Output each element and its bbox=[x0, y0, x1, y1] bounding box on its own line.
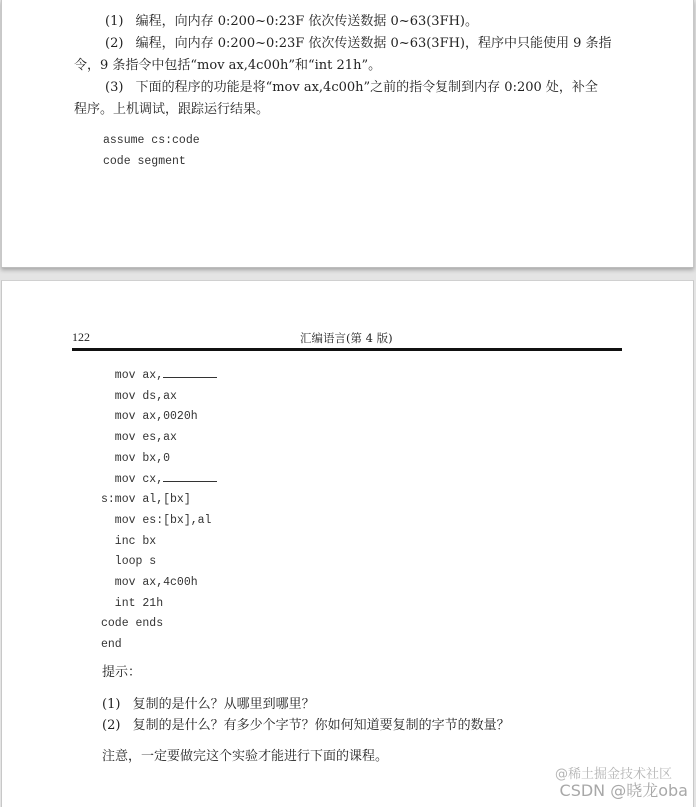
exercise-item-2-cont bbox=[74, 55, 381, 76]
code-line: mov ax,0020h bbox=[101, 410, 198, 423]
watermark-juejin: @稀土掘金技术社区 bbox=[554, 767, 672, 782]
item-number: (3) bbox=[105, 80, 124, 95]
code-line: int 21h bbox=[101, 597, 164, 610]
code-line: assume cs:code bbox=[103, 134, 200, 147]
item-text-line1: 编程，向内存 0:200~0:23F 依次传送数据 0~63(3FH)，程序中只能使用 9 条指 bbox=[135, 36, 612, 51]
code-line: mov ax,4c00h bbox=[101, 576, 198, 589]
page-header bbox=[72, 328, 622, 351]
item-number: (2) bbox=[105, 36, 124, 51]
code-line-blank: mov cx, bbox=[101, 469, 217, 490]
page-number: 122 bbox=[72, 330, 90, 344]
code-line: inc bx bbox=[101, 535, 157, 548]
hint-item-1 bbox=[102, 694, 315, 715]
code-line: mov es,ax bbox=[101, 431, 177, 444]
fill-in-blank bbox=[163, 470, 217, 482]
watermark bbox=[555, 767, 688, 799]
exercise-item-3 bbox=[105, 77, 598, 98]
fill-in-blank bbox=[163, 366, 217, 378]
code-line: loop s bbox=[101, 555, 157, 568]
watermark-csdn: CSDN @晓龙oba bbox=[559, 781, 688, 800]
hint-text: 复制的是什么？有多少个字节？你如何知道要复制的字节的数量？ bbox=[132, 718, 510, 733]
item-text: 编程，向内存 0:200~0:23F 依次传送数据 0~63(3FH)。 bbox=[135, 14, 479, 29]
code-line: mov ds,ax bbox=[101, 390, 177, 403]
code-line: code ends bbox=[101, 617, 164, 630]
note-text: 注意，一定要做完这个实验才能进行下面的课程。 bbox=[102, 749, 389, 764]
code-line: s:mov al,[bx] bbox=[101, 493, 191, 506]
code-line: code segment bbox=[103, 155, 186, 168]
hint-text: 复制的是什么？从哪里到哪里？ bbox=[132, 697, 315, 712]
book-title: 汇编语言(第 4 版) bbox=[300, 331, 393, 345]
item-text-line1: 下面的程序的功能是将“mov ax,4c00h”之前的指令复制到内存 0:200 处，补全 bbox=[135, 80, 598, 95]
hint-number: (2) bbox=[102, 718, 121, 733]
exercise-item-3-cont bbox=[74, 99, 269, 120]
code-line: mov es:[bx],al bbox=[101, 514, 212, 527]
hint-title: 提示： bbox=[102, 665, 142, 680]
code-line: mov bx,0 bbox=[101, 452, 171, 465]
exercise-item-2 bbox=[105, 33, 612, 54]
hint-item-2 bbox=[102, 715, 510, 736]
code-line: end bbox=[101, 638, 122, 651]
item-text-line2: 令，9 条指令中包括“mov ax,4c00h”和“int 21h”。 bbox=[74, 58, 382, 73]
item-text-line2: 程序。上机调试，跟踪运行结果。 bbox=[74, 102, 270, 117]
item-number: (1) bbox=[105, 14, 124, 29]
exercise-item-1 bbox=[105, 11, 478, 32]
pdf-page-121 bbox=[1, 0, 694, 268]
hint-number: (1) bbox=[102, 697, 121, 712]
code-line-blank: mov ax, bbox=[101, 365, 217, 386]
